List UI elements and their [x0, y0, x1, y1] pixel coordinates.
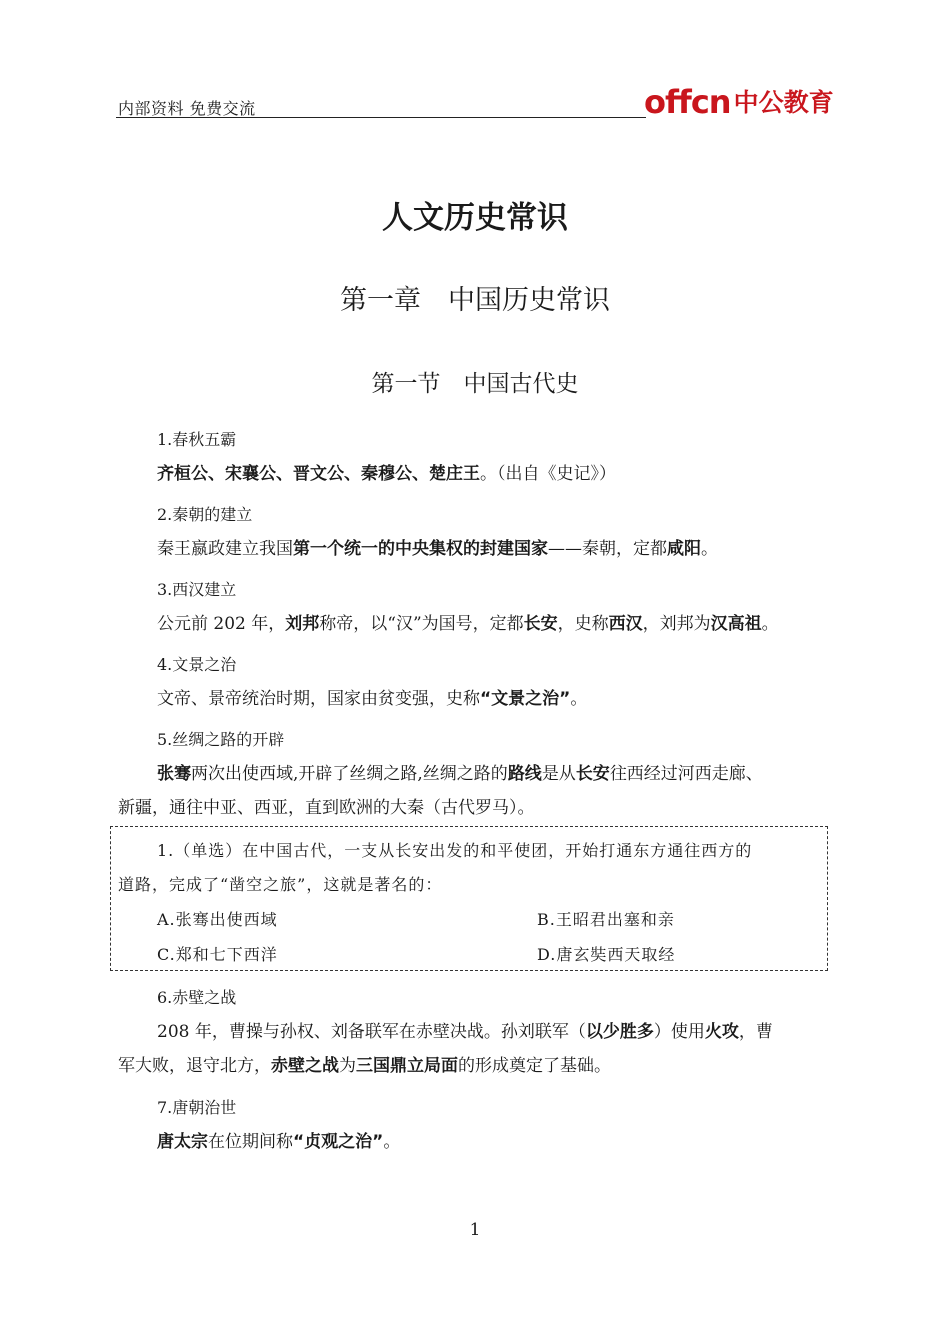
body-text: 。 [701, 539, 718, 559]
emphasis-text: 第一个统一的中央集权的封建国家 [293, 539, 548, 559]
quiz-option-a[interactable]: A.张骞出使西域 [157, 910, 278, 929]
item-number: 6. [157, 988, 173, 1007]
item-paragraph [118, 1051, 611, 1076]
emphasis-text: 张骞 [157, 764, 191, 784]
item-heading [157, 502, 252, 525]
item-heading-text: 西汉建立 [172, 580, 237, 599]
quiz-question: 1.（单选）在中国古代，一支从长安出发的和平使团，开始打通东方通往西方的 [157, 841, 753, 860]
emphasis-text: 赤壁之战 [271, 1056, 339, 1076]
emphasis-text: 以少胜多 [585, 1022, 654, 1042]
item-heading [157, 577, 236, 600]
header-left-text: 内部资料 免费交流 [118, 99, 256, 118]
item-heading [157, 727, 284, 750]
body-text: 称帝，以“汉”为国号，定都 [319, 614, 524, 634]
emphasis-text: 咸阳 [667, 539, 701, 559]
section-title: 第一节 中国古代史 [371, 371, 579, 397]
logo-text-en: offcn [644, 83, 731, 121]
item-number: 4. [157, 655, 173, 674]
emphasis-text: 三国鼎立局面 [356, 1056, 458, 1076]
item-heading [157, 985, 236, 1008]
quiz-option-c[interactable]: C.郑和七下西洋 [157, 945, 278, 964]
emphasis-text: 唐太宗 [157, 1132, 208, 1152]
body-text: ，刘邦为 [642, 614, 711, 634]
emphasis-text: “文景之治” [480, 689, 571, 709]
body-text: 往西经过河西走廊、 [609, 764, 763, 784]
item-heading-text: 文景之治 [172, 655, 237, 674]
item-heading-text: 春秋五霸 [172, 430, 237, 449]
body-text: ，曹 [738, 1022, 773, 1042]
item-heading-text: 赤壁之战 [172, 988, 237, 1007]
emphasis-text: 长安 [523, 614, 558, 634]
item-paragraph [157, 609, 779, 634]
body-text: 的形成奠定了基础。 [458, 1056, 611, 1076]
emphasis-text: 路线 [507, 764, 542, 784]
page-number: 1 [469, 1220, 481, 1240]
body-text: 。 [570, 689, 588, 709]
logo-text-cn: 中公教育 [733, 88, 834, 117]
body-text: ）使用 [653, 1022, 705, 1042]
item-paragraph [118, 793, 535, 818]
item-number: 7. [157, 1098, 173, 1117]
body-text: 文帝、景帝统治时期，国家由贫变强，史称 [157, 689, 480, 709]
emphasis-text: 西汉 [608, 614, 643, 634]
body-text: 公元前 202 年， [157, 614, 286, 634]
item-number: 1. [157, 430, 173, 449]
item-number: 2. [157, 505, 173, 524]
item-heading [157, 427, 236, 450]
offcn-logo [644, 80, 834, 120]
emphasis-text: 汉高祖 [710, 614, 762, 634]
body-text: 秦王嬴政建立我国 [157, 539, 293, 559]
body-text: 军大败，退守北方， [118, 1056, 271, 1076]
body-text: 208 年，曹操与孙权、刘备联军在赤壁决战。孙刘联军（ [157, 1022, 586, 1042]
item-paragraph [157, 684, 587, 709]
item-paragraph [157, 534, 718, 559]
item-paragraph [157, 759, 763, 784]
quiz-option-d[interactable]: D.唐玄奘西天取经 [537, 945, 676, 964]
body-text: ，史称 [557, 614, 609, 634]
emphasis-text: 长安 [575, 764, 610, 784]
body-text: 两次出使西域,开辟了丝绸之路,丝绸之路的 [191, 764, 508, 784]
item-number: 5. [157, 730, 173, 749]
body-text: 。 [761, 614, 779, 634]
body-text: 。（出自《史记》） [480, 464, 616, 484]
quiz-question-cont: 道路，完成了“凿空之旅”，这就是著名的： [118, 875, 443, 894]
item-heading-text: 秦朝的建立 [172, 505, 253, 524]
emphasis-text: 刘邦 [285, 614, 320, 634]
body-text: ——秦朝，定都 [548, 539, 667, 559]
item-paragraph [157, 459, 616, 484]
body-text: 为 [339, 1056, 356, 1076]
emphasis-text: 齐桓公、宋襄公、晋文公、秦穆公、楚庄王 [157, 464, 480, 484]
body-text: 在位期间称 [208, 1132, 293, 1152]
quiz-option-b[interactable]: B.王昭君出塞和亲 [537, 910, 675, 929]
body-text: 新疆，通往中亚、西亚，直到欧洲的大秦（古代罗马）。 [118, 798, 535, 818]
emphasis-text: “贞观之治” [293, 1132, 384, 1152]
header-rule [116, 117, 646, 118]
item-paragraph [157, 1017, 773, 1042]
chapter-title: 第一章 中国历史常识 [340, 285, 610, 316]
item-heading-text: 丝绸之路的开辟 [172, 730, 285, 749]
item-number: 3. [157, 580, 173, 599]
item-heading [157, 1095, 236, 1118]
body-text: 是从 [541, 764, 576, 784]
emphasis-text: 火攻 [704, 1022, 739, 1042]
item-paragraph [157, 1127, 400, 1152]
item-heading [157, 652, 236, 675]
page-title: 人文历史常识 [382, 200, 568, 236]
body-text: 。 [383, 1132, 401, 1152]
item-heading-text: 唐朝治世 [172, 1098, 237, 1117]
